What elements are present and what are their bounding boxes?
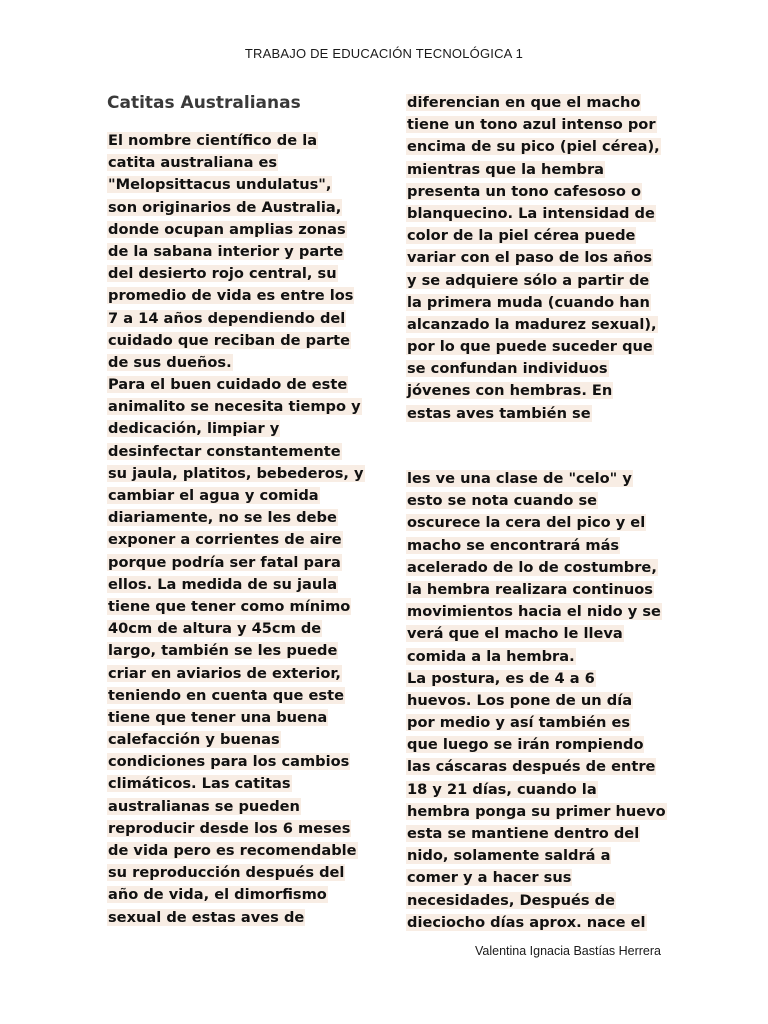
text-line-content: son originarios de Australia, <box>108 198 342 216</box>
text-line-content: sexual de estas aves de <box>108 908 305 926</box>
text-line <box>107 862 372 884</box>
page-header-title: TRABAJO DE EDUCACIÓN TECNOLÓGICA 1 <box>244 46 524 61</box>
text-line-content: australianas se pueden <box>108 797 300 815</box>
text-line <box>406 912 676 934</box>
text-line <box>406 845 676 867</box>
text-line-content: nido, solamente saldrá a <box>407 847 611 865</box>
text-line-content: blanquecino. La intensidad de <box>407 204 655 222</box>
text-line-content: jóvenes con hembras. En <box>407 382 613 400</box>
text-line <box>107 263 372 285</box>
text-line-content: La postura, es de 4 a 6 <box>407 669 595 687</box>
text-line-content: se confundan individuos <box>407 360 608 378</box>
text-line <box>406 114 676 136</box>
text-line-content: oscurece la cera del pico y el <box>407 514 646 532</box>
text-line-content: verá que el macho le lleva <box>407 625 623 643</box>
text-line-content: Para el buen cuidado de este <box>108 376 348 394</box>
text-line <box>107 840 372 862</box>
text-line <box>406 690 676 712</box>
text-line <box>406 358 676 380</box>
text-line <box>107 463 372 485</box>
text-line <box>406 734 676 756</box>
author-name: Valentina Ignacia Bastías Herrera <box>475 944 661 958</box>
text-line <box>406 468 676 490</box>
text-line <box>406 247 676 269</box>
text-line <box>406 512 676 534</box>
text-line <box>107 396 372 418</box>
text-line <box>107 352 372 374</box>
text-line <box>406 712 676 734</box>
text-line <box>406 490 676 512</box>
text-line-content: presenta un tono cafesoso o <box>407 182 642 200</box>
text-line-content: exponer a corrientes de aire <box>108 531 342 549</box>
text-line-content: 18 y 21 días, cuando la <box>407 780 597 798</box>
text-line <box>406 225 676 247</box>
text-line <box>107 640 372 662</box>
text-line <box>406 380 676 402</box>
text-line <box>406 92 676 114</box>
right-column-top-text <box>406 92 676 425</box>
text-line <box>107 707 372 729</box>
text-line <box>107 884 372 906</box>
text-line-content: alcanzado la madurez sexual), <box>407 315 657 333</box>
text-line <box>107 330 372 352</box>
text-line <box>107 418 372 440</box>
text-line-content: catita australiana es <box>108 154 278 172</box>
text-line-content: dieciocho días aprox. nace el <box>407 913 646 931</box>
text-line <box>406 779 676 801</box>
text-line-content: tiene un tono azul intenso por <box>407 116 656 134</box>
text-line <box>107 130 372 152</box>
text-line <box>406 668 676 690</box>
text-line <box>406 314 676 336</box>
text-line <box>406 535 676 557</box>
text-line-content: su reproducción después del <box>108 864 345 882</box>
text-line <box>107 374 372 396</box>
text-line-content: 40cm de altura y 45cm de <box>108 620 322 638</box>
text-line <box>107 529 372 551</box>
text-line-content: El nombre científico de la <box>108 132 318 149</box>
text-line <box>107 308 372 330</box>
text-line <box>406 867 676 889</box>
text-line-content: tiene que tener una buena <box>108 708 328 726</box>
text-line-content: calefacción y buenas <box>108 731 280 749</box>
text-line-content: por medio y así también es <box>407 714 631 732</box>
text-line-content: donde ocupan amplias zonas <box>108 220 346 238</box>
text-line-content: criar en aviarios de exterior, <box>108 664 341 682</box>
text-line <box>107 174 372 196</box>
text-line <box>107 285 372 307</box>
text-line <box>107 907 372 929</box>
text-line-content: dedicación, limpiar y <box>108 420 280 438</box>
text-line-content: año de vida, el dimorfismo <box>108 886 327 904</box>
text-line-content: condiciones para los cambios <box>108 753 350 771</box>
text-line <box>107 685 372 707</box>
text-line <box>107 729 372 751</box>
article-title: Catitas Australianas <box>107 93 301 113</box>
text-line <box>107 618 372 640</box>
text-line-content: esto se nota cuando se <box>407 492 598 510</box>
text-line-content: de sus dueños. <box>108 353 232 371</box>
text-line <box>107 818 372 840</box>
text-line-content: su jaula, platitos, bebederos, y <box>108 464 364 482</box>
text-line <box>107 152 372 174</box>
text-line-content: diferencian en que el macho <box>407 94 641 111</box>
text-line-content: estas aves también se <box>407 404 591 422</box>
text-line <box>107 441 372 463</box>
text-line-content: cuidado que reciban de parte <box>108 331 351 349</box>
text-line-content: promedio de vida es entre los <box>108 287 354 305</box>
text-line-content: "Melopsittacus undulatus", <box>108 176 332 194</box>
text-line-content: que luego se irán rompiendo <box>407 736 644 754</box>
text-line <box>107 751 372 773</box>
text-line-content: climáticos. Las catitas <box>108 775 291 793</box>
text-line <box>107 197 372 219</box>
text-line-content: necesidades, Después de <box>407 891 616 909</box>
text-line-content: movimientos hacia el nido y se <box>407 603 661 621</box>
text-line-content: las cáscaras después de entre <box>407 758 656 776</box>
text-line <box>406 756 676 778</box>
text-line <box>406 801 676 823</box>
text-line-content: les ve una clase de "celo" y <box>407 470 632 487</box>
text-line <box>406 203 676 225</box>
text-line <box>107 773 372 795</box>
text-line <box>406 292 676 314</box>
text-line-content: encima de su pico (piel cérea), <box>407 138 660 156</box>
text-line-content: mientras que la hembra <box>407 160 605 178</box>
text-line-content: animalito se necesita tiempo y <box>108 398 361 416</box>
text-line-content: tiene que tener como mínimo <box>108 597 351 615</box>
text-line-content: huevos. Los pone de un día <box>407 691 633 709</box>
text-line <box>107 485 372 507</box>
text-line <box>406 181 676 203</box>
text-line <box>107 796 372 818</box>
text-line <box>406 336 676 358</box>
text-line-content: esta se mantiene dentro del <box>407 825 640 842</box>
text-line-content: cambiar el agua y comida <box>108 487 319 504</box>
text-line <box>107 552 372 574</box>
text-line-content: porque podría ser fatal para <box>108 553 341 571</box>
text-line-content: la primera muda (cuando han <box>407 293 650 311</box>
text-line-content: reproducir desde los 6 meses <box>108 819 351 837</box>
text-line-content: y se adquiere sólo a partir de <box>407 271 650 289</box>
text-line-content: teniendo en cuenta que este <box>108 686 344 704</box>
text-line-content: desinfectar constantemente <box>108 442 341 460</box>
text-line <box>107 574 372 596</box>
text-line <box>107 596 372 618</box>
text-line <box>406 270 676 292</box>
text-line-content: por lo que puede suceder que <box>407 338 653 356</box>
text-line-content: color de la piel cérea puede <box>407 227 636 245</box>
text-line <box>406 403 676 425</box>
right-column-bottom-text <box>406 468 676 934</box>
text-line <box>107 507 372 529</box>
text-line <box>406 646 676 668</box>
text-line <box>107 219 372 241</box>
text-line-content: comer y a hacer sus <box>407 869 572 887</box>
text-line <box>107 663 372 685</box>
text-line-content: del desierto rojo central, su <box>108 265 337 283</box>
text-line-content: ellos. La medida de su jaula <box>108 575 338 593</box>
text-line <box>406 890 676 912</box>
text-line-content: 7 a 14 años dependiendo del <box>108 309 346 327</box>
text-line <box>107 241 372 263</box>
text-line-content: hembra ponga su primer huevo <box>407 802 666 820</box>
text-line <box>406 136 676 158</box>
text-line <box>406 601 676 623</box>
text-line-content: diariamente, no se les debe <box>108 509 337 527</box>
text-line-content: acelerado de lo de costumbre, <box>407 558 657 576</box>
text-line <box>406 579 676 601</box>
text-line-content: de la sabana interior y parte <box>108 242 344 260</box>
text-line <box>406 557 676 579</box>
text-line-content: de vida pero es recomendable <box>108 842 357 859</box>
text-line-content: macho se encontrará más <box>407 536 620 554</box>
text-line-content: la hembra realizara continuos <box>407 580 653 598</box>
text-line-content: largo, también se les puede <box>108 642 338 660</box>
text-line-content: variar con el paso de los años <box>407 249 653 267</box>
text-line-content: comida a la hembra. <box>407 647 575 665</box>
text-line <box>406 159 676 181</box>
text-line <box>406 823 676 845</box>
left-column-text <box>107 130 372 929</box>
text-line <box>406 623 676 645</box>
